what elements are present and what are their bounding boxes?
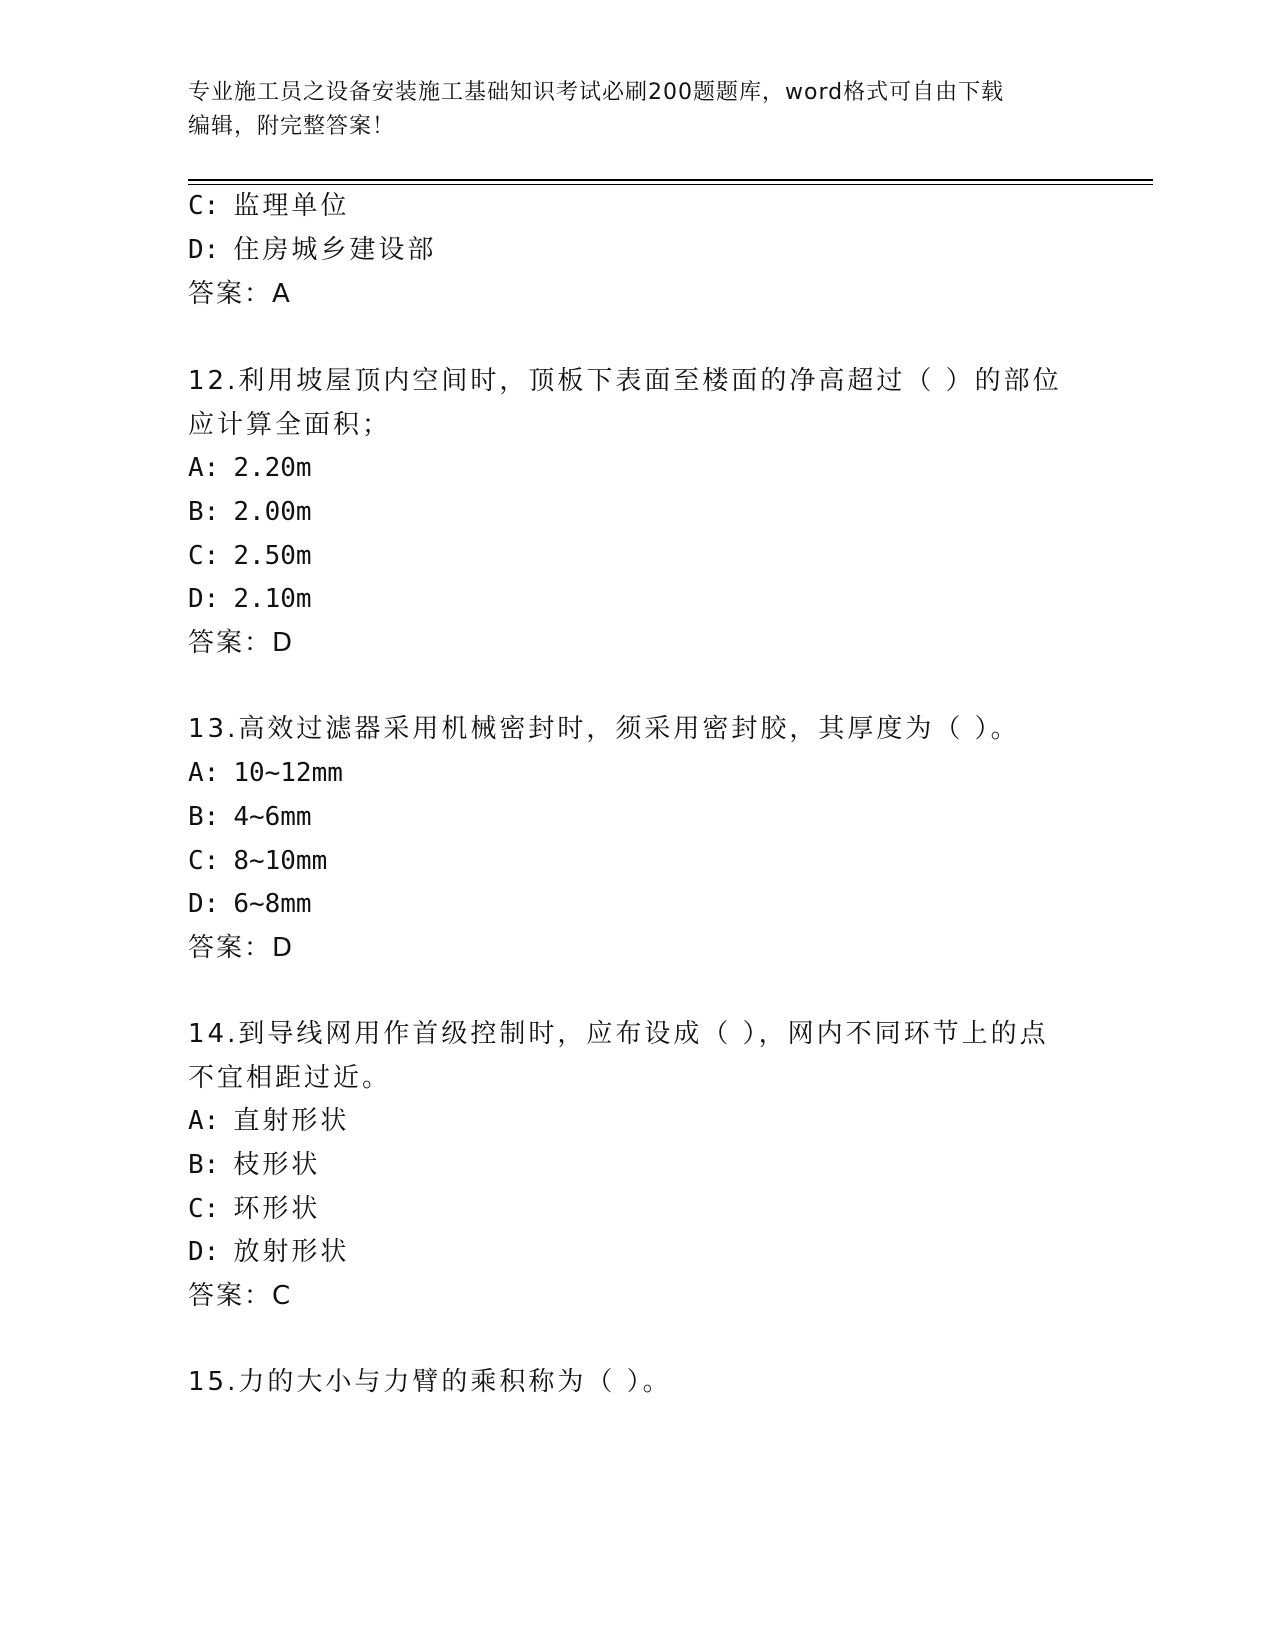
option-text: 放射形状 [233, 1237, 350, 1267]
q14-option-a [188, 1104, 349, 1138]
option-text: 4~6mm [233, 802, 312, 832]
q15-stem-line-1: 15.力的大小与力臂的乘积称为（ ）。 [188, 1367, 672, 1397]
q12-option-a [188, 451, 312, 485]
option-text: 监理单位 [233, 191, 350, 221]
option-text: 住房城乡建设部 [233, 235, 437, 265]
option-text: 2.50m [233, 541, 312, 571]
q11-answer [188, 277, 292, 311]
q13-answer [188, 931, 294, 965]
option-prefix: D: [188, 1237, 220, 1267]
document-header [188, 76, 1068, 144]
q13-option-d [188, 887, 312, 921]
option-text: 8~10mm [233, 846, 328, 876]
header-divider-thin [188, 184, 1153, 185]
answer-label: 答案： [188, 933, 273, 963]
q13-option-b [188, 800, 312, 834]
q13-option-a [188, 756, 343, 790]
option-text: 枝形状 [233, 1150, 321, 1180]
answer-letter: C [272, 1281, 293, 1311]
option-text: 2.10m [233, 584, 312, 614]
option-text: 10~12mm [233, 758, 343, 788]
option-text: 6~8mm [233, 889, 312, 919]
option-text: 环形状 [233, 1194, 321, 1224]
option-prefix: C: [188, 1194, 220, 1224]
q12-stem-line-2: 应计算全面积； [188, 410, 392, 440]
q11-option-c [188, 189, 349, 223]
answer-label: 答案： [188, 628, 273, 658]
answer-label: 答案： [188, 279, 273, 309]
q12-answer [188, 626, 294, 660]
option-prefix: A: [188, 1106, 220, 1136]
answer-letter: D [272, 628, 295, 658]
option-prefix: C: [188, 541, 220, 571]
option-text: 2.00m [233, 497, 312, 527]
answer-label: 答案： [188, 1281, 273, 1311]
option-prefix: D: [188, 889, 220, 919]
q12-option-b [188, 495, 312, 529]
q14-stem-line-2: 不宜相距过近。 [188, 1063, 392, 1093]
q12-option-c [188, 539, 312, 573]
answer-letter: A [272, 279, 292, 309]
q13-option-c [188, 844, 327, 878]
q14-option-d [188, 1235, 349, 1269]
q14-stem-line-1: 14.到导线网用作首级控制时，应布设成（ ），网内不同环节上的点 [188, 1019, 1049, 1049]
option-prefix: C: [188, 846, 220, 876]
header-title-line-2: 编辑，附完整答案！ [188, 114, 396, 139]
option-prefix: D: [188, 235, 220, 265]
answer-letter: D [272, 933, 295, 963]
q12-option-d [188, 582, 312, 616]
q14-option-c [188, 1192, 320, 1226]
q11-option-d [188, 233, 436, 267]
option-prefix: A: [188, 758, 220, 788]
option-prefix: B: [188, 497, 220, 527]
option-prefix: A: [188, 453, 220, 483]
header-title-line-1: 专业施工员之设备安装施工基础知识考试必刷200题题库，word格式可自由下载 [188, 80, 1005, 105]
option-prefix: C: [188, 191, 220, 221]
option-prefix: B: [188, 802, 220, 832]
q12-stem-line-1: 12.利用坡屋顶内空间时，顶板下表面至楼面的净高超过（ ）的部位 [188, 366, 1062, 396]
header-divider-thick [188, 179, 1153, 181]
option-prefix: B: [188, 1150, 220, 1180]
option-text: 直射形状 [233, 1106, 350, 1136]
option-prefix: D: [188, 584, 220, 614]
option-text: 2.20m [233, 453, 312, 483]
q13-stem-line-1: 13.高效过滤器采用机械密封时，须采用密封胶，其厚度为（ ）。 [188, 714, 1020, 744]
q14-answer [188, 1279, 292, 1313]
q14-option-b [188, 1148, 320, 1182]
